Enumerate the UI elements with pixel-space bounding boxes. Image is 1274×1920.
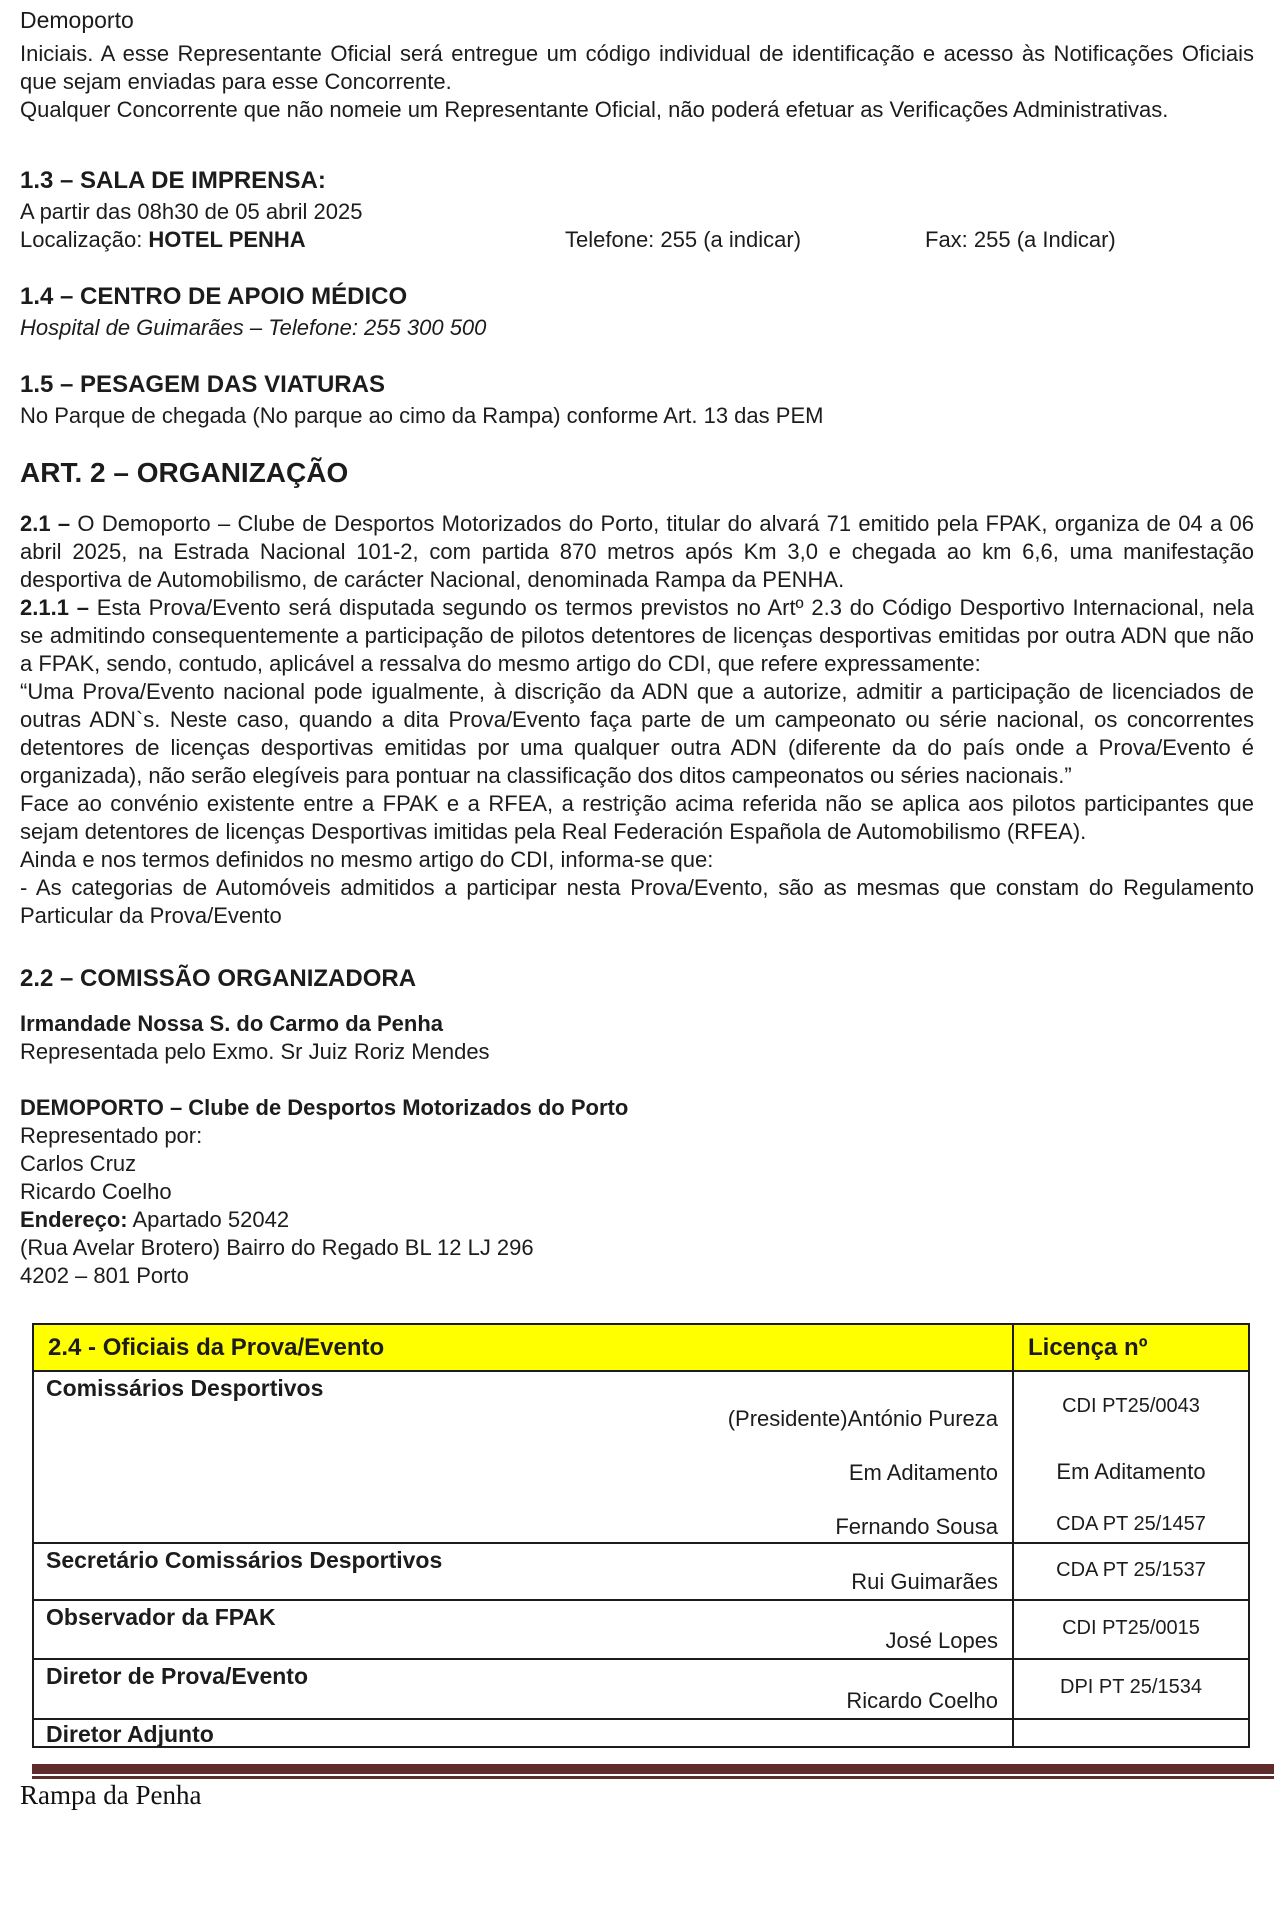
officials-table-header-right: Licença nº [1028,1333,1148,1361]
role-cell-diretor-prova [34,1660,1014,1718]
role-cell-diretor-adjunto [34,1720,1014,1746]
article-2-title: ART. 2 – ORGANIZAÇÃO [20,457,349,488]
paragraph-2-1: 2.1 – O Demoporto – Clube de Desportos Motorizados do Porto, titular do alvará 71 emitido pela FPAK, organiza de 04 a 06 abril 2025, na Estrada Nacional 101-2, com partida 870 metros após Km 3,0 e chegada ao km 6,6, uma manifestação desportiva de Automobilismo, de carácter Nacional, denominada Rampa da PENHA. [20,511,1254,592]
organizer-2-rep-label: Representado por: [20,1123,203,1148]
role-cell-comissarios [34,1372,1014,1542]
document-title: Demoporto [20,7,134,33]
organizer-2-rep-2: Ricardo Coelho [20,1179,172,1204]
table-row [34,1542,1248,1599]
footer-divider [32,1764,1274,1779]
intro-paragraph-1: Iniciais. A esse Representante Oficial será entregue um código individual de identificação e acesso às Notificações Oficiais que sejam enviadas para esse Concorrente. [20,41,1254,94]
section-1-4-title: 1.4 – CENTRO DE APOIO MÉDICO [20,283,408,310]
section-1-3-title: 1.3 – SALA DE IMPRENSA: [20,167,326,194]
press-room-telefone: Telefone: 255 (a indicar) [565,227,802,252]
footer-title: Rampa da Penha [20,1780,202,1810]
organizer-2-name: DEMOPORTO – Clube de Desportos Motorizados do Porto [20,1095,629,1120]
press-room-contacts [20,226,1254,254]
license-number: Em Aditamento [1056,1459,1206,1484]
paragraph-ainda: Ainda e nos termos definidos no mesmo artigo do CDI, informa-se que: [20,847,714,872]
license-number: CDA PT 25/1457 [1056,1513,1206,1535]
section-2-2-title: 2.2 – COMISSÃO ORGANIZADORA [20,965,417,992]
article-2-body [20,510,1254,930]
footer-divider-thin-line [32,1776,1274,1779]
section-2-2 [20,964,1254,1290]
organizer-1 [20,1010,1254,1066]
organizer-2-address-2: (Rua Avelar Brotero) Bairro do Regado BL 12 LJ 296 [20,1235,534,1260]
table-row [34,1370,1248,1542]
intro-paragraph-2: Qualquer Concorrente que não nomeie um Representante Oficial, não poderá efetuar as Verificações Administrativas. [20,97,1169,122]
weighing-info: No Parque de chegada (No parque ao cimo da Rampa) conforme Art. 13 das PEM [20,403,824,428]
license-number: CDA PT 25/1537 [1056,1558,1206,1581]
section-1-5-title: 1.5 – PESAGEM DAS VIATURAS [20,371,385,398]
official-name: Fernando Sousa [835,1514,998,1539]
license-number: CDI PT25/0015 [1062,1616,1200,1639]
license-cell [1014,1660,1248,1718]
section-1-4 [20,282,1254,342]
organizer-2-rep-1: Carlos Cruz [20,1151,137,1176]
press-room-location: Localização: HOTEL PENHA [20,227,306,252]
license-number: CDI PT25/0043 [1062,1395,1200,1417]
section-1-5 [20,370,1254,430]
license-cell [1014,1601,1248,1658]
license-cell [1014,1544,1248,1599]
table-row [34,1658,1248,1718]
officials-table-header [34,1325,1248,1370]
table-row [34,1718,1248,1746]
intro-section [20,40,1254,124]
license-cell [1014,1372,1248,1542]
paragraph-2-1-1: 2.1.1 – Esta Prova/Evento será disputada segundo os termos previstos no Artº 2.3 do Código Desportivo Internacional, nela se admitindo consequentemente a participação de pilotos detentores de licenças desportivas emitidas por outra ADN que não a FPAK, sendo, contudo, aplicável a ressalva do mesmo artigo do CDI, que refere expressamente: [20,595,1254,676]
press-room-fax: Fax: 255 (a Indicar) [925,227,1116,252]
press-room-hotel: HOTEL PENHA [148,227,306,252]
paragraph-fpak-rfea: Face ao convénio existente entre a FPAK e a RFEA, a restrição acima referida não se aplica aos pilotos participantes que sejam detentores de licenças Desportivas imitidas pela Real Federación Española de Automobilismo (RFEA). [20,791,1254,844]
role-cell-observador [34,1601,1014,1658]
organizer-1-representative: Representada pelo Exmo. Sr Juiz Roriz Mendes [20,1039,490,1064]
role-title: Observador da FPAK [46,1604,276,1630]
official-name: Ricardo Coelho [846,1688,998,1713]
official-name: Em Aditamento [848,1460,998,1485]
license-cell [1014,1720,1248,1746]
paragraph-categorias: - As categorias de Automóveis admitidos a participar nesta Prova/Evento, são as mesmas que constam do Regulamento Particular da Prova/Evento [20,875,1254,928]
role-title: Comissários Desportivos [46,1375,324,1401]
cdi-quote: “Uma Prova/Evento nacional pode igualmente, à discrição da ADN que a autorize, admitir a participação de licenciados de outras ADN`s. Neste caso, quando a dita Prova/Evento faça parte de um campeonato ou série nacional, os concorrentes detentores de licenças desportivas emitidas por uma qualquer outra ADN (diferente da do país onde a Prova/Evento é organizada), não serão elegíveis para pontuar na classificação dos ditos campeonatos ou séries nacionais.” [20,679,1254,788]
organizer-1-name: Irmandade Nossa S. do Carmo da Penha [20,1011,444,1036]
table-row [34,1599,1248,1658]
medical-center-info: Hospital de Guimarães – Telefone: 255 300 500 [20,315,487,340]
organizer-2 [20,1094,1254,1290]
role-cell-secretario [34,1544,1014,1599]
official-name: (Presidente)António Pureza [727,1406,998,1431]
organizer-2-address-1: Endereço: Apartado 52042 [20,1207,290,1232]
license-number: DPI PT 25/1534 [1060,1676,1202,1699]
role-title: Diretor de Prova/Evento [46,1663,309,1689]
footer-divider-thick-line [32,1764,1274,1774]
official-name: José Lopes [885,1628,998,1653]
press-room-schedule: A partir das 08h30 de 05 abril 2025 [20,199,363,224]
role-title: Secretário Comissários Desportivos [46,1547,443,1573]
official-name: Rui Guimarães [851,1569,998,1594]
organizer-2-address-3: 4202 – 801 Porto [20,1263,189,1288]
section-1-3 [20,166,1254,254]
role-title: Diretor Adjunto [46,1721,214,1747]
officials-table [32,1323,1250,1748]
officials-table-header-left: 2.4 - Oficiais da Prova/Evento [34,1325,1014,1370]
